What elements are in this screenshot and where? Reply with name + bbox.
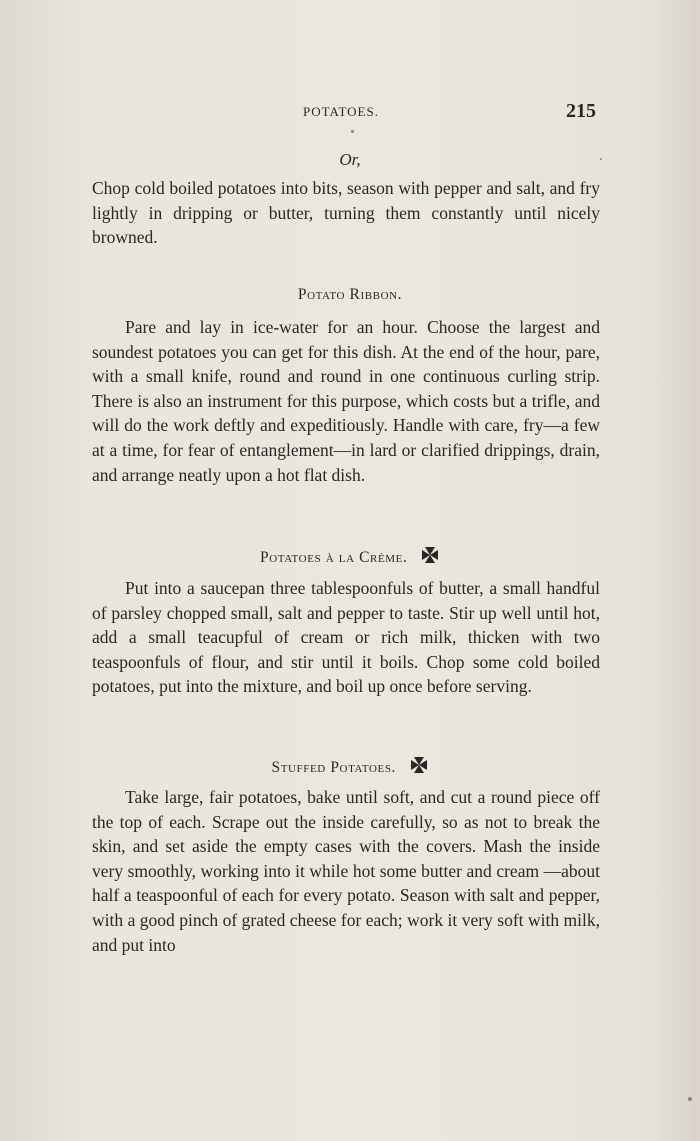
or-line: Or,: [339, 150, 361, 169]
section-title: Potatoes à la Crème.: [260, 549, 408, 566]
page-header: [0, 100, 700, 128]
section-title: Stuffed Potatoes.: [271, 759, 397, 776]
intro-paragraph: Chop cold boiled potatoes into bits, season with pepper and salt, and fry lightly in dripping or butter, turning them constantly until nicely browned.: [92, 178, 600, 248]
running-head: POTATOES.: [303, 104, 379, 119]
section-heading-stuffed-potatoes: [0, 755, 700, 780]
section-body-block-potatoes-a-la-creme: [92, 576, 600, 699]
maltese-cross-icon: [420, 545, 440, 570]
section-body: Put into a saucepan three tablespoonfuls of butter, a small handful of parsley chopped small, salt and pepper to taste. Stir up well until hot, add a small teacupful of cream or rich milk, thicken with two teaspoonfuls of flour, and stir until it boils. Chop some cold boiled potatoes, put into the mixture, and boil up once before serving.: [92, 578, 600, 697]
section-heading-potatoes-a-la-creme: [0, 545, 700, 570]
ink-speck: [688, 1097, 692, 1101]
section-body-block-stuffed-potatoes: [92, 785, 600, 957]
ink-speck: [351, 130, 354, 133]
section-title: Potato Ribbon.: [297, 286, 403, 303]
section-body-block-potato-ribbon: [92, 315, 600, 487]
ink-speck: [600, 158, 602, 160]
section-body: Pare and lay in ice-water for an hour. Choose the largest and soundest potatoes you can get for this dish. At the end of the hour, pare, with a small knife, round and round in one continuous curling strip. There is also an instrument for this purpose, which costs but a trifle, and will do the work deftly and expeditiously. Handle with care, fry—a few at a time, for fear of entanglement—in lard or clarified drippings, drain, and arrange neatly upon a hot flat dish.: [92, 317, 600, 485]
maltese-cross-icon: [409, 755, 429, 780]
page-number: 215: [566, 100, 596, 122]
intro-paragraph-block: [92, 176, 600, 250]
section-body: Take large, fair potatoes, bake until soft, and cut a round piece off the top of each. Scrape out the inside carefully, so as not to break the skin, and set aside the empty cases with the covers. Mash the inside very smoothly, working into it while hot some butter and cream —about half a teaspoonful of each for every potato. Season with salt and pepper, with a good pinch of grated cheese for each; work it very soft with milk, and put into: [92, 787, 600, 955]
section-heading-potato-ribbon: [0, 286, 700, 304]
